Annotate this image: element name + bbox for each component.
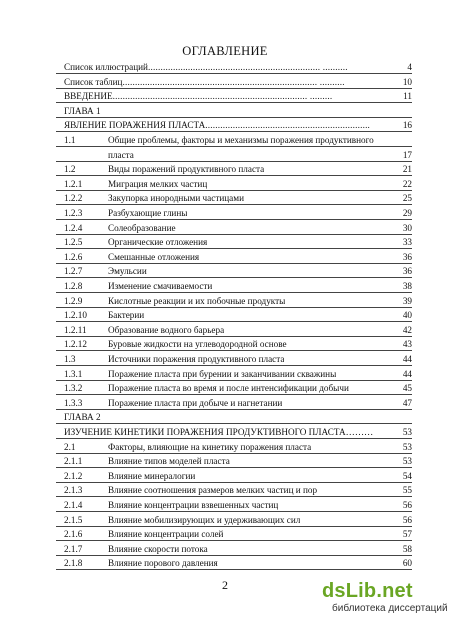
toc-entry [0,206,450,220]
toc-entry [0,454,450,468]
toc-entry [0,75,450,89]
toc-entry-page: 54 [402,470,412,481]
toc-entry [0,104,450,118]
toc-entry [0,440,450,454]
toc-entry-title [64,75,345,89]
toc-entry-text: Общие проблемы, факторы и механизмы поражения продуктивного [108,135,374,145]
toc-entry [0,556,450,570]
toc-entry-text: Эмульсии [108,266,147,277]
toc-entry-title [108,133,374,147]
toc-entry-text: Органические отложения [108,237,208,248]
toc-entry-title [108,162,264,176]
toc-entry-text: ГЛАВА 2 [64,412,101,423]
toc-entry-page: 57 [402,529,412,540]
toc-entry-page: 44 [402,368,412,379]
toc-entry-title [64,410,101,424]
toc-entry-text: Список таблиц [64,76,123,87]
toc-entry-text: Поражение пласта во время и после интенсификации добычи [108,383,349,394]
toc-entry-number: 1.2.12 [64,339,87,350]
toc-entry-text: Список иллюстраций [64,62,148,72]
toc-entry [0,337,450,351]
toc-entry [0,483,450,497]
toc-entry-title [64,60,348,74]
toc-entry-title [108,264,147,278]
toc-entry-text: Закупорка инородными частицами [108,193,244,204]
toc-entry-title [108,206,187,220]
toc-entry-page: 21 [402,164,412,175]
toc-entry-page: 36 [402,266,412,277]
toc-entry-page: 10 [402,76,412,87]
toc-entry-number: 2.1.5 [64,514,83,525]
toc-entry-text: ИЗУЧЕНИЕ КИНЕТИКИ ПОРАЖЕНИЯ ПРОДУКТИВНОГО ПЛАСТА……… [64,427,374,437]
toc-entry-page: 22 [402,178,412,189]
toc-entry-page: 53 [402,441,412,452]
toc-entry-title [108,556,218,570]
toc-entry-title [108,279,212,293]
toc-entry-text: Буровые жидкости на углеводородной основе [108,339,287,350]
toc-entry [0,162,450,176]
watermark-subtitle: библиотека диссертаций [332,603,448,614]
toc-entry-number: 1.2.11 [64,324,87,335]
toc-entry-page: 44 [402,354,412,364]
toc-entry-text: Факторы, влияющие на кинетику поражения пласта [108,441,312,452]
toc-entry-page: 56 [402,514,412,525]
toc-entry-page: 55 [402,485,412,496]
toc-entry-title [108,396,282,410]
toc-entry-page: 40 [402,310,412,321]
toc-entry-number: 1.2 [64,164,76,175]
toc-entry-text: Виды поражений продуктивного пласта [108,164,265,175]
toc-entry-page: 4 [407,62,412,72]
watermark-logo: dsLib.net [322,580,413,602]
toc-entry [0,469,450,483]
toc-entry-number: 1.3.2 [64,383,83,394]
toc-entry [0,527,450,541]
toc-entry-page: 53 [402,456,412,467]
toc-entry-title [108,235,207,249]
toc-entry-page: 29 [402,208,412,218]
toc-entry-text: Влияние порового давления [108,558,218,569]
page-title: ОГЛАВЛЕНИЕ [182,44,268,58]
toc-entry [0,367,450,381]
toc-entry [0,381,450,395]
toc-entry-text: Влияние концентрации взвешенных частиц [108,500,279,510]
toc-entry-title [108,542,208,556]
toc-entry-page: 60 [402,558,412,569]
toc-entry-page: 56 [402,500,412,510]
toc-entry-number: 1.2.9 [64,295,83,306]
toc-entry-title [64,425,373,439]
toc-entry-title [108,381,349,395]
toc-entry-number: 1.1 [64,135,76,145]
toc-entry [0,177,450,191]
toc-entry [0,410,450,424]
toc-entry-number: 1.2.5 [64,237,83,248]
toc-entry-text: ВВЕДЕНИЕ [64,91,113,102]
toc-entry-title [64,118,370,132]
toc-entry-number: 1.2.10 [64,310,87,321]
toc-entry-text: Влияние концентрации солей [108,529,224,540]
toc-entry-page: 43 [402,339,412,350]
toc-entry-title [108,294,285,308]
toc-entry-title [108,337,287,351]
toc-entry-text: пласта [108,149,134,160]
toc-entry-number: 1.2.1 [64,178,83,189]
toc-entry-page: 39 [402,295,412,306]
toc-entry-text: Бактерии [108,310,145,321]
toc-entry [0,294,450,308]
toc-entry-number: 2.1.1 [64,456,83,467]
toc-entry-text: Источники поражения продуктивного пласта [108,354,285,364]
watermark [322,580,450,618]
toc-entry-number: 2.1.6 [64,529,83,540]
toc-entry [0,250,450,264]
toc-entry-title [108,454,230,468]
toc-entry-page: 36 [402,251,412,262]
toc-entry [0,542,450,556]
toc-entry-number: 2.1.8 [64,558,83,569]
toc-entry-page: 16 [402,120,412,131]
toc-entry-number: 2.1.4 [64,500,83,510]
toc-entry-text: Смешанные отложения [108,251,200,262]
toc-entry-title [108,352,284,366]
toc-entry-text: Влияние типов моделей пласта [108,456,230,467]
toc-entry [0,235,450,249]
toc-entry-text: Поражение пласта при добыче и нагнетании [108,397,283,408]
toc-entry-title [108,498,278,512]
toc-entry-number: 1.3.3 [64,397,83,408]
toc-entry-text: Солеобразование [108,222,176,233]
toc-leader-dots: .............................................................................. ......... [112,91,333,102]
toc-entry-text: ЯВЛЕНИЕ ПОРАЖЕНИЯ ПЛАСТА [64,120,206,131]
toc-entry-title [64,89,332,103]
toc-leader-dots: .................................................................. [205,120,371,131]
toc-entry-number: 2.1.7 [64,543,83,554]
toc-entry-page: 25 [402,193,412,204]
toc-entry-number: 2.1.2 [64,470,83,481]
toc-entry [0,279,450,293]
toc-entry-title [108,440,311,454]
toc-entry-number: 1.2.6 [64,251,83,262]
toc-entry-text: Влияние соотношения размеров мелких частиц и пор [108,485,318,496]
toc-entry-page: 42 [402,324,412,335]
toc-entry-title [108,483,317,497]
toc-entry [0,352,450,366]
toc-entry-title [108,367,336,381]
toc-entry [0,60,450,74]
toc-entry-title [108,177,207,191]
toc-entry-text: Влияние минералогии [108,470,196,481]
toc-entry-number: 1.3 [64,354,76,364]
toc-entry [0,221,450,235]
toc-entry [0,513,450,527]
toc-entry-page: 45 [402,383,412,394]
toc-entry-title [108,148,134,162]
toc-entry-text: Образование водного барьера [108,324,225,335]
toc-entry-text: Влияние мобилизирующих и удерживающих сил [108,514,301,525]
toc-entry-number: 2.1.3 [64,485,83,496]
toc-leader-dots: .............................................................................. .......... [122,76,345,87]
toc-entry-number: 1.2.4 [64,222,83,233]
toc-entry-title [108,250,199,264]
toc-entry [0,425,450,439]
toc-entry-number: 2.1 [64,441,76,452]
toc-entry-page: 17 [402,149,412,160]
toc-entry-page: 47 [402,397,412,408]
toc-entry-page: 58 [402,543,412,554]
toc-entry-text: Влияние скорости потока [108,543,208,554]
toc-entry [0,308,450,322]
toc-entry [0,89,450,103]
toc-entry-number: 1.2.8 [64,281,83,291]
toc-entry-text: Миграция мелких частиц [108,178,208,189]
page-number: 2 [222,578,228,592]
toc-entry-page: 11 [403,91,412,102]
toc-entry-page: 38 [402,281,412,291]
toc-entry [0,118,450,132]
toc-entry-title [108,323,224,337]
toc-entry [0,148,450,162]
toc-entry-title [108,469,195,483]
toc-entry [0,498,450,512]
toc-entry-page: 33 [402,237,412,248]
toc-entry-text: Разбухающие глины [108,208,188,218]
toc-entry [0,396,450,410]
toc-entry [0,264,450,278]
toc-entry-title [108,513,300,527]
toc-entry-page: 30 [402,222,412,233]
toc-entry [0,133,450,147]
toc-entry-number: 1.2.2 [64,193,83,204]
toc-entry-title [108,221,176,235]
toc-entry-number: 1.3.1 [64,368,83,379]
toc-entry-title [108,527,223,541]
toc-entry-text: Кислотные реакции и их побочные продукты [108,295,286,306]
toc-entry-number: 1.2.7 [64,266,83,277]
toc-entry-title [64,104,101,118]
toc-entry-text: Изменение смачиваемости [108,281,213,291]
toc-entry-number: 1.2.3 [64,208,83,218]
toc-entry-title [108,191,244,205]
toc-entry-title [108,308,144,322]
toc-leader-dots: ..................................................................... .......... [147,62,348,72]
toc-entry-page: 53 [402,427,412,437]
toc-entry [0,323,450,337]
toc-entry [0,191,450,205]
toc-entry-text: Поражение пласта при бурении и заканчивании скважины [108,368,337,379]
toc-entry-text: ГЛАВА 1 [64,105,101,116]
